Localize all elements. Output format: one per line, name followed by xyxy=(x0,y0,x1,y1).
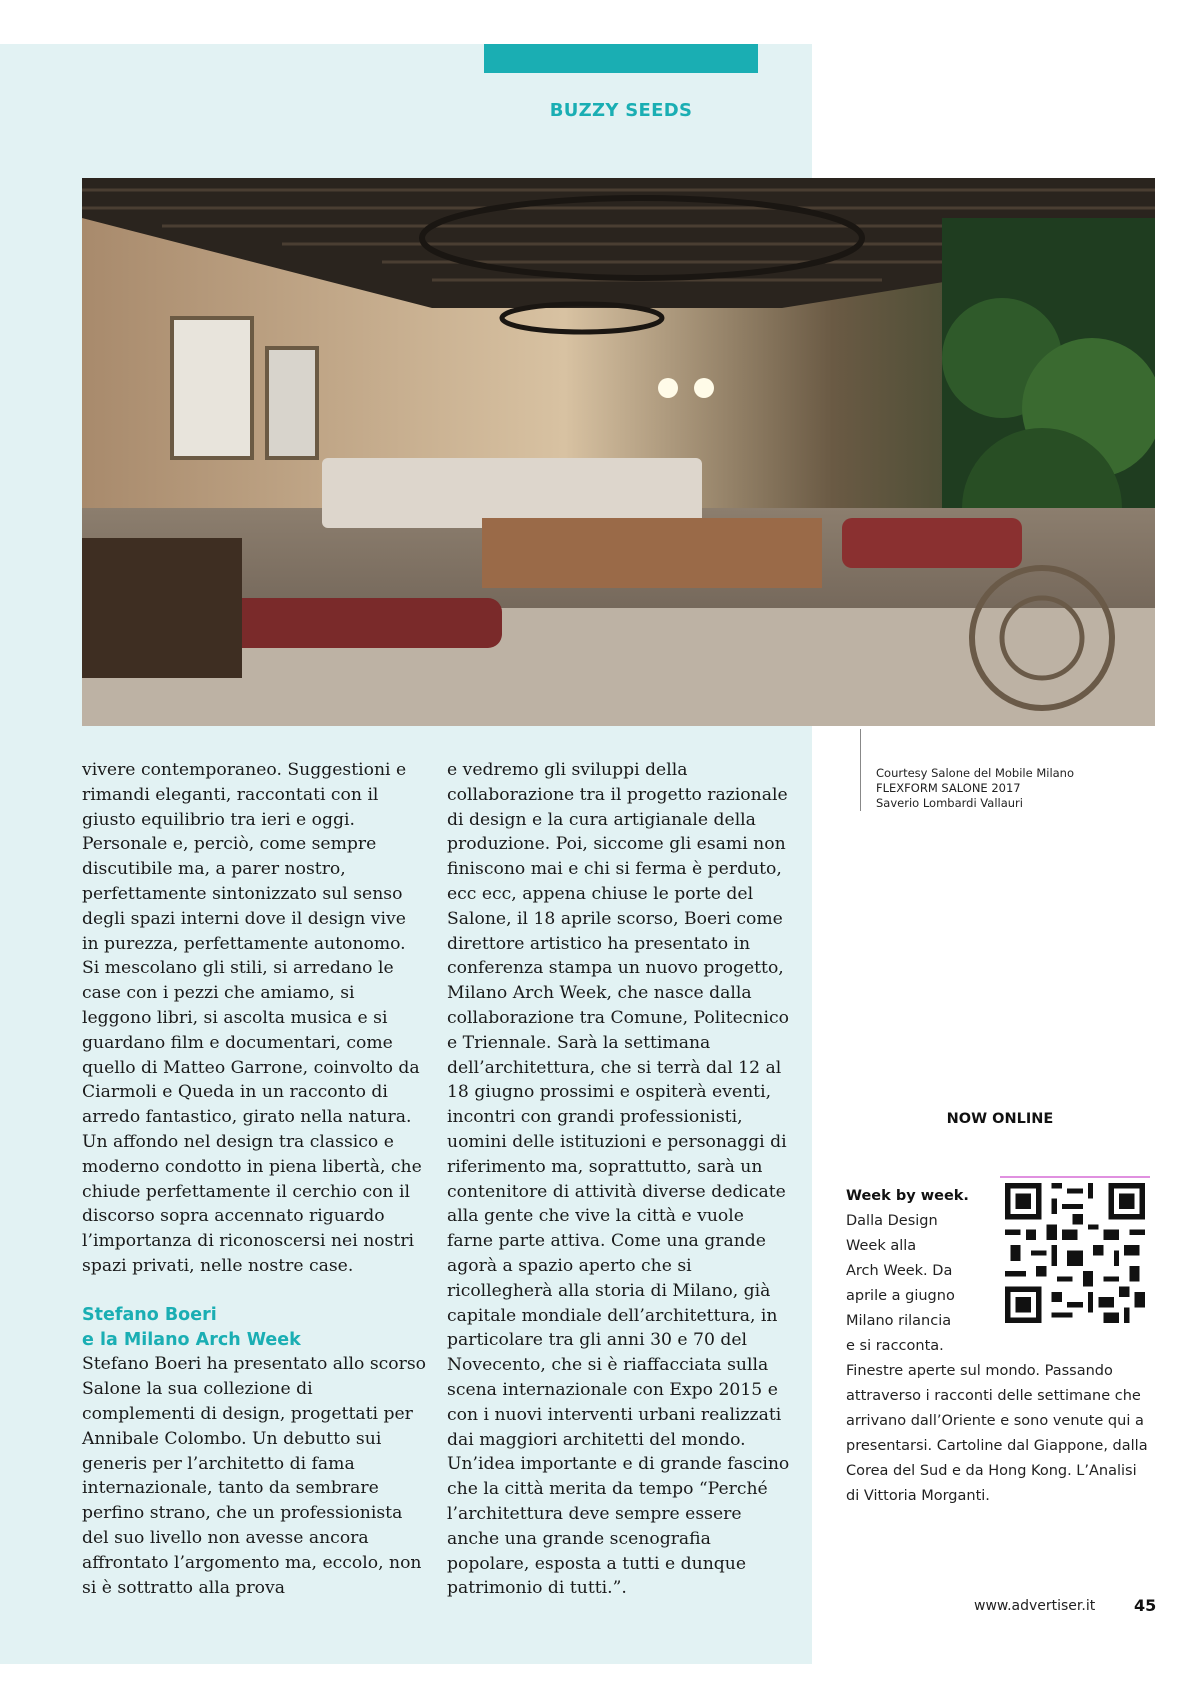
showroom-photo-illustration xyxy=(82,178,1155,726)
sidebar-line: presentarsi. Cartoline dal Giappone, dalla xyxy=(846,1438,1148,1454)
article-subheading xyxy=(82,1303,427,1353)
sidebar-line: arrivano dall’Oriente e sono venute qui a xyxy=(846,1413,1144,1429)
footer-url: www.advertiser.it xyxy=(974,1598,1096,1614)
sidebar-line: Week alla xyxy=(846,1238,917,1254)
article-column-2 xyxy=(447,758,792,1601)
article-paragraph: e vedremo gli sviluppi della collaborazione tra il progetto razionale di design e la cura artigianale della produzione. Poi, siccome gli esami non finiscono mai e chi si ferma è perduto, ecc ecc, appena chiuse le porte del Salone, il 18 aprile scorso, Boeri come direttore artistico ha presentato in conferenza stampa un nuovo progetto, Milano Arch Week, che nasce dalla collaborazione tra Comune, Politecnico e Triennale. Sarà la settimana dell’architettura, che si terrà dal 12 al 18 giugno prossimi e ospiterà eventi, incontri con grandi professionisti, uomini delle istituzioni e personaggi di riferimento ma, soprattutto, sarà un contenitore di attività diverse dedicate alla gente che vive la città e vuole farne parte attiva. Come una grande agorà a spazio aperto che si ricollegherà alla storia di Milano, già capitale mondiale dell’architettura, in particolare tra gli anni 30 e 70 del Novecento, che si è riaffacciata sulla scena internazionale con Expo 2015 e con i nuovi interventi urbani realizzati dai maggiori architetti del mondo. Un’idea importante e di grande fascino che la città merita da tempo “Perché l’architettura deve sempre essere anche una grande scenografia popolare, esposta a tutti e dunque patrimonio di tutti.”. xyxy=(447,760,790,1599)
article-paragraph: Stefano Boeri ha presentato allo scorso Salone la sua collezione di complementi di design, progettati per Annibale Colombo. Un debutto sui generis per l’architetto di fama internazionale, tanto da sembrare perfino strano, che un professionista del suo livello non avesse ancora affrontato l’argomento ma, eccolo, non si è sottratto alla prova xyxy=(82,1354,427,1598)
caption-line: Courtesy Salone del Mobile Milano xyxy=(876,766,1075,780)
sidebar-line: Milano rilancia xyxy=(846,1313,952,1329)
sidebar-line: Dalla Design xyxy=(846,1213,938,1229)
sidebar-line: Finestre aperte sul mondo. Passando xyxy=(846,1363,1113,1379)
qr-code-icon[interactable] xyxy=(1000,1176,1150,1328)
photo-caption xyxy=(876,766,1176,811)
showroom-photo xyxy=(82,178,1155,726)
sidebar-line: attraverso i racconti delle settimane che xyxy=(846,1388,1141,1404)
now-online-heading: NOW ONLINE xyxy=(946,1111,1054,1127)
caption-line: Saverio Lombardi Vallauri xyxy=(876,796,1023,810)
sidebar-line: Corea del Sud e da Hong Kong. L’Analisi xyxy=(846,1463,1137,1479)
subheading-line-1: Stefano Boeri xyxy=(82,1304,217,1325)
sidebar-line: Arch Week. Da xyxy=(846,1263,953,1279)
qr-code-graphic xyxy=(1000,1178,1150,1328)
sidebar-line: di Vittoria Morganti. xyxy=(846,1488,990,1504)
sidebar-line: e si racconta. xyxy=(846,1338,944,1354)
caption-divider xyxy=(860,729,861,811)
subheading-line-2: e la Milano Arch Week xyxy=(82,1329,301,1350)
caption-line: FLEXFORM SALONE 2017 xyxy=(876,781,1021,795)
page-number: 45 xyxy=(1134,1596,1157,1615)
sidebar-narrow-block xyxy=(846,1184,986,1359)
sidebar-title: Week by week. xyxy=(846,1188,969,1204)
article-paragraph: vivere contemporaneo. Suggestioni e rimandi eleganti, raccontati con il giusto equilibrio tra ieri e oggi. Personale e, perciò, come sempre discutibile ma, a parer nostro, perfettamente sintonizzato sul senso degli spazi interni dove il design vive in purezza, perfettamente autonomo. Si mescolano gli stili, si arredano le case con i pezzi che amiamo, si leggono libri, si ascolta musica e si guardano film e documentari, come quello di Matteo Garrone, coinvolto da Ciarmoli e Queda in un racconto di arredo fantastico, girato nella natura. Un affondo nel design tra classico e moderno condotto in piena libertà, che chiude perfettamente il cerchio con il discorso sopra accennato riguardo l’importanza di riconoscersi nei nostri spazi privati, nelle nostre case. xyxy=(82,760,422,1276)
sidebar-line: aprile a giugno xyxy=(846,1288,955,1304)
article-column-1 xyxy=(82,758,427,1600)
section-color-bar xyxy=(484,44,758,73)
section-label: BUZZY SEEDS xyxy=(549,100,693,121)
